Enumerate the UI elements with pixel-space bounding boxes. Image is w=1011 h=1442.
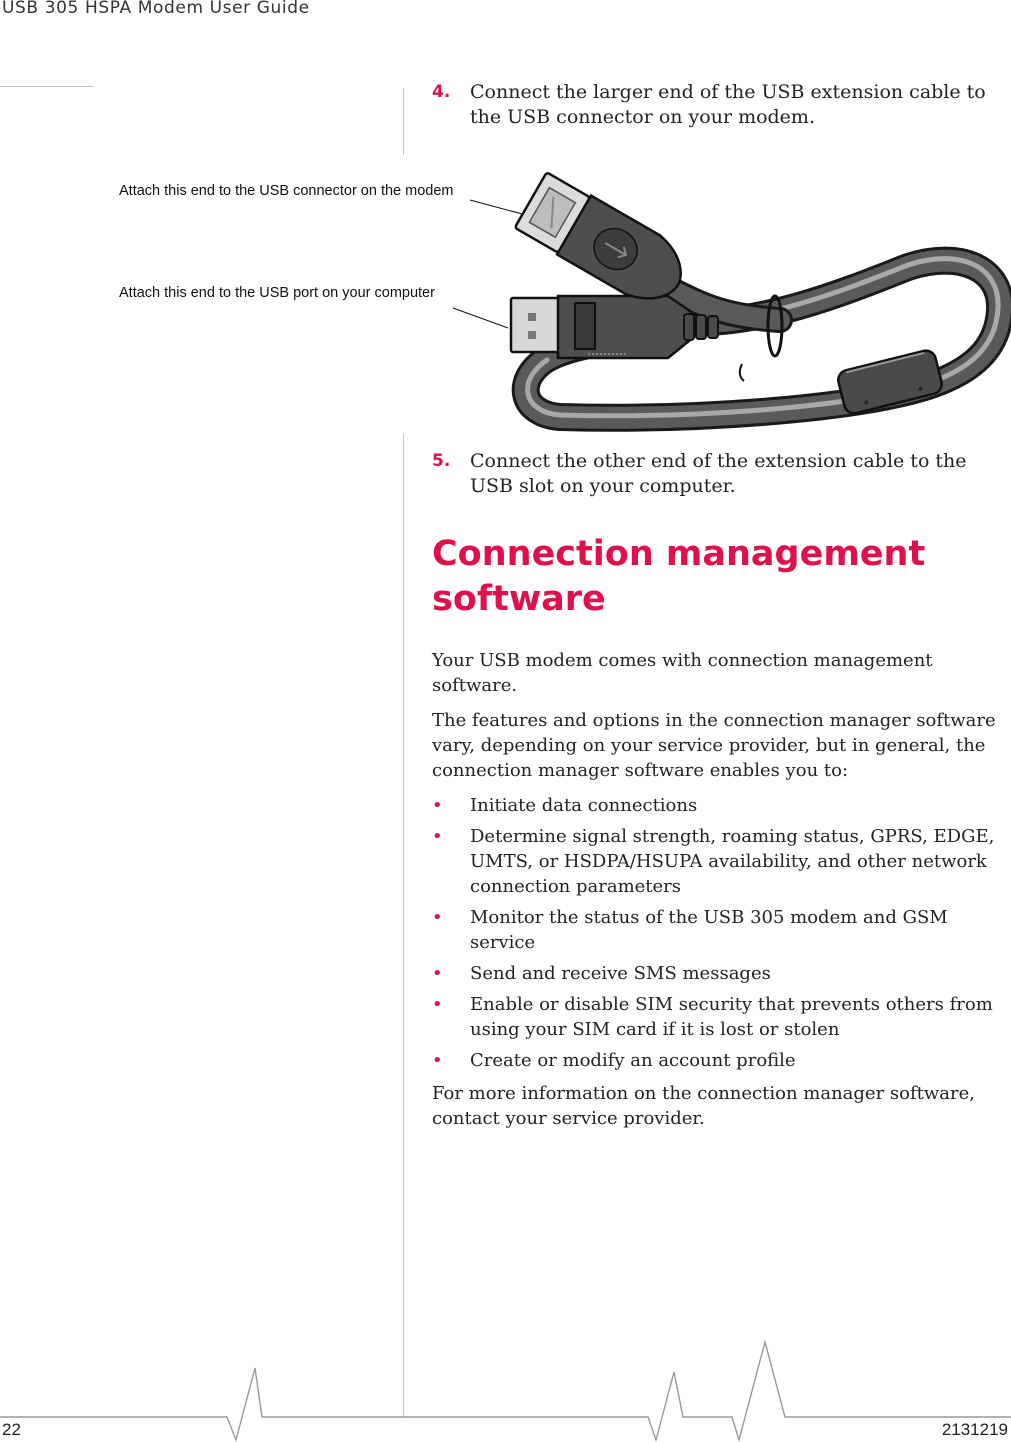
usb-female-connector — [514, 171, 695, 315]
section-body — [432, 648, 1007, 1141]
strain-relief — [684, 314, 718, 340]
bullet-icon: • — [432, 826, 443, 847]
bullet-icon: • — [432, 795, 443, 816]
step-4-text: Connect the larger end of the USB extension cable to the USB connector on your modem. — [470, 81, 986, 128]
closing-paragraph: For more information on the connection manager software, contact your service provider. — [432, 1083, 975, 1129]
list-item: • Send and receive SMS messages — [432, 963, 771, 984]
section-heading: Connection management software — [432, 534, 926, 619]
usb-cable-illustration — [0, 0, 1011, 440]
footer-wave-rule — [0, 1330, 1011, 1442]
step-5 — [432, 449, 992, 499]
column-divider-main — [403, 434, 404, 1418]
list-item: • Determine signal strength, roaming status, GPRS, EDGE, UMTS, or HSDPA/HSUPA availability, and other network connection parameters — [432, 826, 995, 897]
cable-tie-tail — [740, 364, 744, 381]
list-item: • Enable or disable SIM security that prevents others from using your SIM card if it is lost or stolen — [432, 994, 993, 1040]
step-4-number: 4. — [432, 82, 451, 102]
page-number: 22 — [2, 1420, 21, 1439]
bullet-icon: • — [432, 994, 443, 1015]
list-item: • Initiate data connections — [432, 795, 698, 816]
callout-computer-end: Attach this end to the USB port on your computer — [119, 285, 435, 301]
bullet-icon: • — [432, 963, 443, 984]
callout-leader-computer — [453, 308, 508, 328]
list-item: • Create or modify an account profile — [432, 1050, 796, 1071]
bullet-icon: • — [432, 907, 443, 928]
running-header: USB 305 HSPA Modem User Guide — [2, 0, 310, 18]
step-5-text: Connect the other end of the extension cable to the USB slot on your computer. — [470, 450, 967, 497]
document-number: 2131219 — [941, 1420, 1008, 1439]
bullet-icon: • — [432, 1050, 443, 1071]
usb-male-connector — [511, 296, 700, 358]
feature-list — [432, 793, 1007, 1073]
list-item: • Monitor the status of the USB 305 modem and GSM service — [432, 907, 948, 953]
lead-paragraph: The features and options in the connection manager software vary, depending on your service provider, but in general, the connection manager software enables you to: — [432, 710, 996, 781]
step-5-number: 5. — [432, 451, 451, 471]
callout-modem-end: Attach this end to the USB connector on the modem — [119, 183, 454, 199]
ferrite-core — [836, 349, 944, 416]
intro-paragraph: Your USB modem comes with connection management software. — [432, 650, 933, 696]
